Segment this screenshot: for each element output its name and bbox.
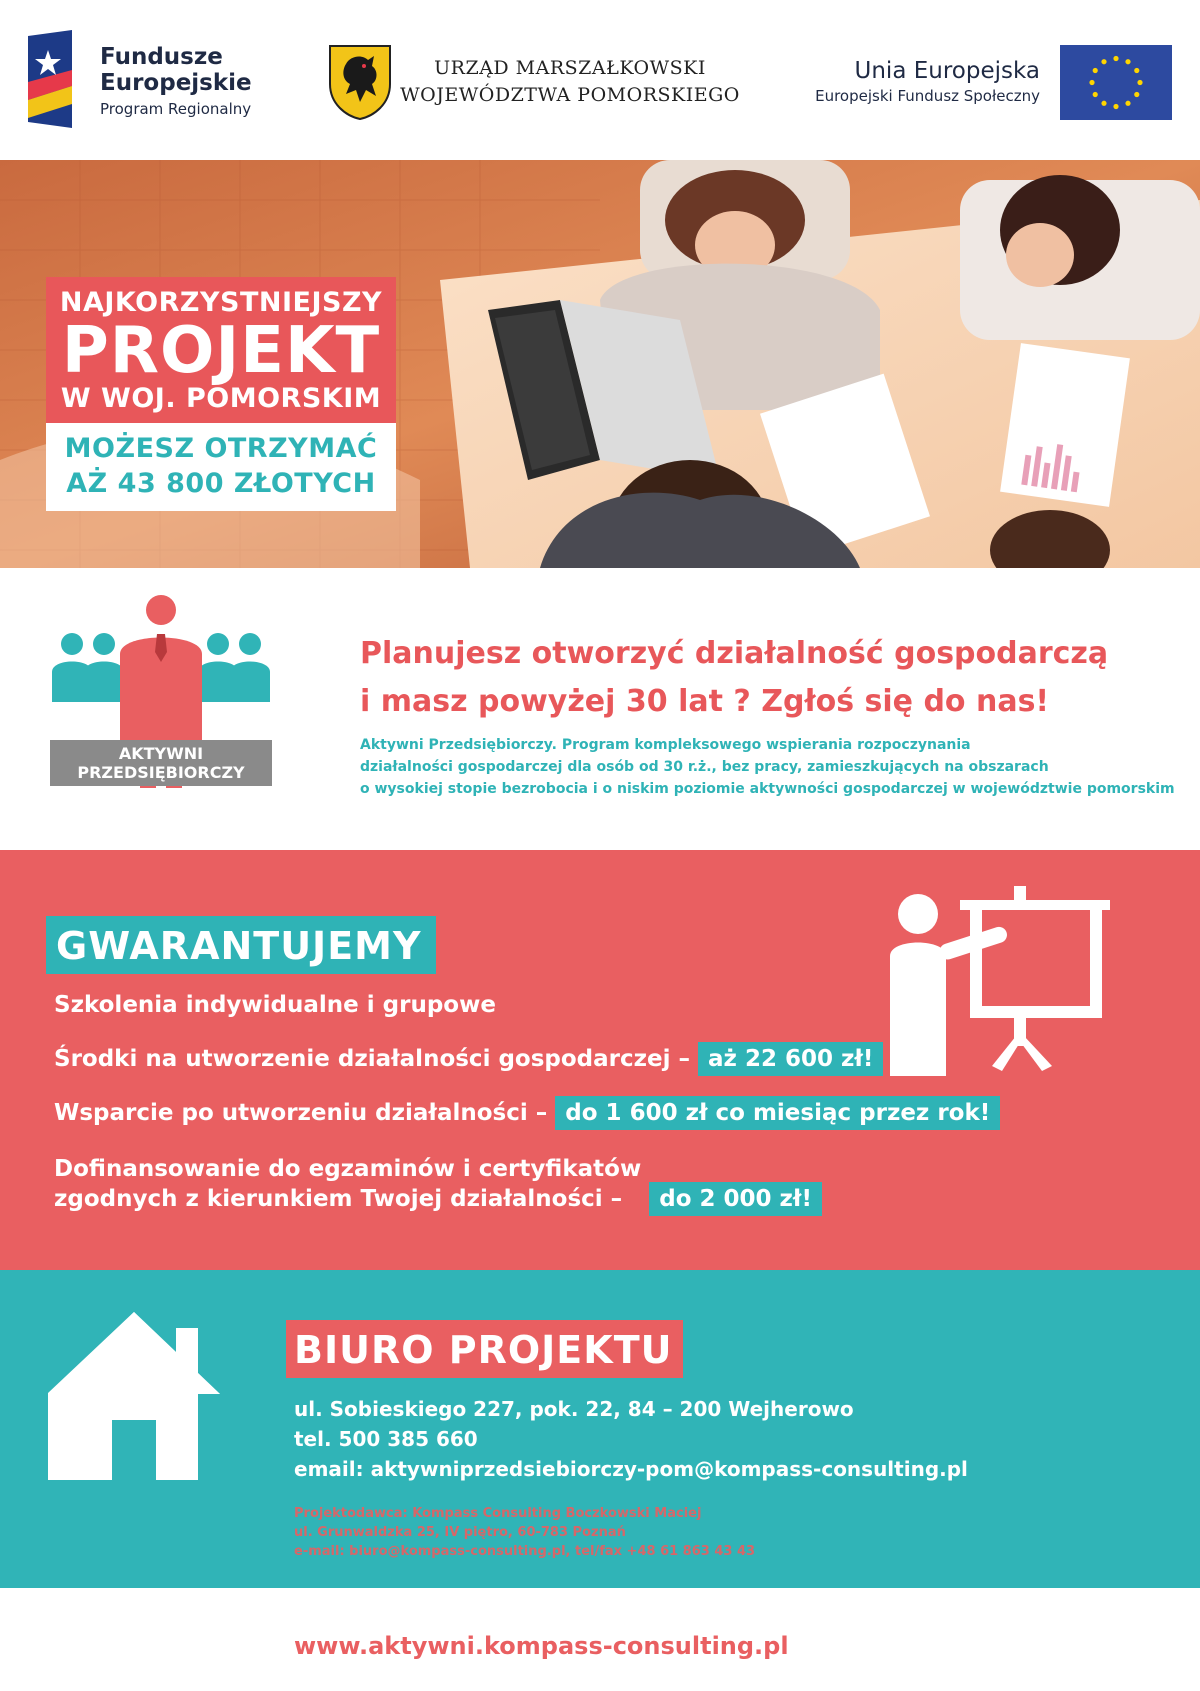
presentation-board-icon [890,886,1120,1076]
proj-line1: Projektodawca: Kompass Consulting Boczkowski Maciej [294,1506,702,1521]
logo-header [0,0,1200,160]
aktywni-headline [360,630,1180,726]
hero-sub2: AŻ 43 800 ZŁOTYCH [66,468,376,499]
gw-item-szkolenia: Szkolenia indywidualne i grupowe [54,992,496,1018]
gw-item2-text: Środki na utworzenie działalności gospodarczej – [54,1046,691,1072]
gw-item3-text: Wsparcie po utworzeniu działalności – [54,1100,548,1126]
fe-line3: Program Regionalny [100,100,252,118]
eu-star-icon [1089,80,1094,85]
gwarantujemy-title: GWARANTUJEMY [46,916,436,974]
fundusze-europejskie-logo [28,30,78,128]
biuro-email[interactable]: email: aktywniprzedsiebiorczy-pom@kompass-consulting.pl [294,1457,968,1481]
biuro-address: ul. Sobieskiego 227, pok. 22, 84 – 200 Wejherowo [294,1397,854,1421]
gw-item4-line2: zgodnych z kierunkiem Twojej działalności – [54,1186,623,1212]
eu-star-icon [1093,68,1098,73]
eu-star-icon [1113,104,1118,109]
eu-flag-icon [1060,45,1172,120]
badge-line1: AKTYWNI [118,744,204,763]
aktywni-section [0,568,1200,850]
ue-line1: Unia Europejska [854,58,1040,84]
eu-star-icon [1125,101,1130,106]
hero-line2: PROJEKT [61,314,381,388]
desc-line3: o wysokiej stopie bezrobocia i o niskim poziomie aktywności gospodarczej w województwie pomorskim [360,781,1175,797]
fundusze-europejskie-text [100,44,252,120]
gwarantujemy-section [0,850,1200,1270]
urzad-line2: WOJEWÓDZTWA POMORSKIEGO [400,84,740,106]
gw-item4-lines [54,1154,641,1214]
eu-star-icon [1093,92,1098,97]
gw-item-wsparcie [54,1098,1000,1128]
gw-item-dofinansowanie [54,1154,822,1214]
fe-line1: Fundusze [100,44,223,70]
eu-star-icon [1134,92,1139,97]
aktywni-badge [50,740,272,786]
gw-item3-highlight: do 1 600 zł co miesiąc przez rok! [555,1096,1000,1130]
gw-item4-highlight: do 2 000 zł! [649,1182,822,1216]
biuro-section [0,1270,1200,1588]
projektodawca-info [294,1504,755,1561]
house-icon [48,1308,220,1480]
desc-line1: Aktywni Przedsiębiorczy. Program kompleksowego wspierania rozpoczynania [360,737,971,753]
gw-item-srodki [54,1044,883,1074]
aktywni-description [360,734,1180,800]
desc-line2: działalności gospodarczej dla osób od 30 r.ż., bez pracy, zamieszkujących na obszarach [360,759,1049,775]
website-link[interactable]: www.aktywni.kompass-consulting.pl [294,1632,789,1660]
hero-line1: NAJKORZYSTNIEJSZY [59,287,383,318]
headline-line1: Planujesz otworzyć działalność gospodarczą [360,636,1109,671]
eu-star-icon [1137,80,1142,85]
hero-line3: W WOJ. POMORSKIM [60,383,382,414]
biuro-title: BIURO PROJEKTU [286,1320,683,1378]
proj-line3: e-mail: biuro@kompass-consulting.pl, tel/fax +48 61 863 43 43 [294,1544,756,1559]
eu-star-icon [1101,101,1106,106]
biuro-phone[interactable]: tel. 500 385 660 [294,1427,478,1451]
hero-red-panel [46,277,396,423]
headline-line2: i masz powyżej 30 lat ? Zgłoś się do nas! [360,684,1050,719]
eu-star-icon [1125,59,1130,64]
eu-star-icon [1101,59,1106,64]
fe-line2: Europejskie [100,70,252,96]
hero-white-panel [46,423,396,511]
hero-banner [0,160,1200,568]
gw-item4-line1: Dofinansowanie do egzaminów i certyfikatów [54,1156,642,1182]
pomorskie-crest-icon [328,44,392,120]
gw-item2-highlight: aż 22 600 zł! [698,1042,883,1076]
unia-europejska-text [815,58,1040,107]
footer [0,1588,1200,1691]
urzad-line1: URZĄD MARSZAŁKOWSKI [434,57,706,79]
ue-line2: Europejski Fundusz Społeczny [815,87,1040,105]
hero-promo-box [46,277,396,511]
hero-sub1: MOŻESZ OTRZYMAĆ [64,433,378,464]
eu-star-icon [1113,56,1118,61]
proj-line2: ul. Grunwaldzka 25, IV piętro, 60-783 Poznań [294,1525,626,1540]
urzad-marszalkowski-text [400,55,740,109]
badge-line2: PRZEDSIĘBIORCZY [77,763,245,782]
eu-star-icon [1134,68,1139,73]
biuro-contact [294,1394,968,1484]
